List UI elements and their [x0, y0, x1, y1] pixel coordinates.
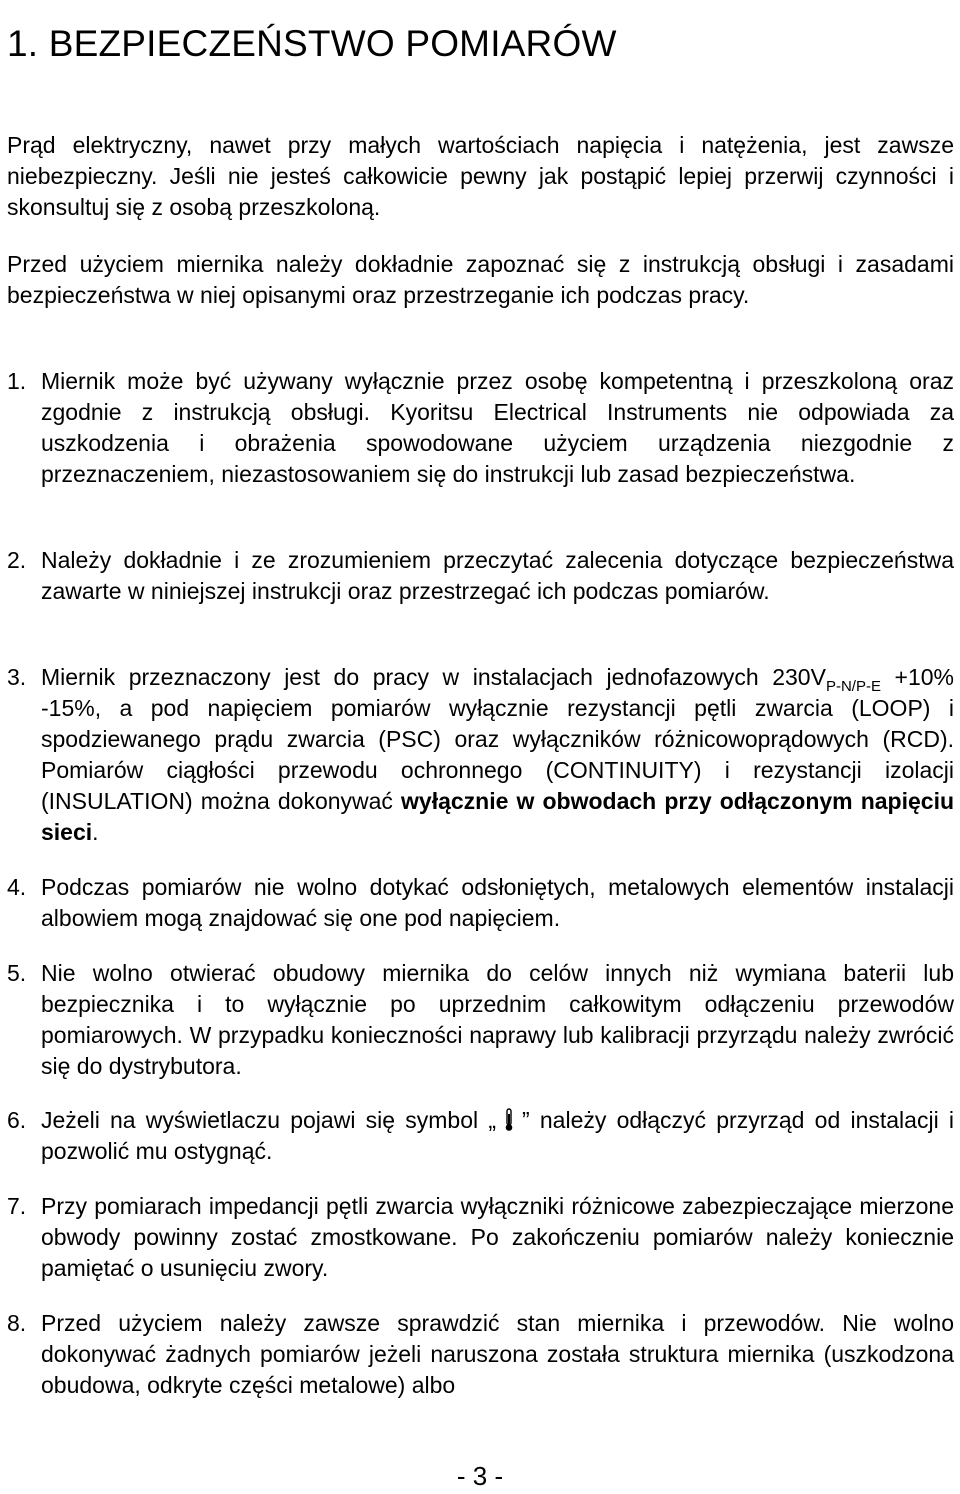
list-item-2 [7, 545, 954, 607]
list-item-number: 3. [7, 664, 27, 690]
list-item-text [41, 1105, 954, 1167]
list-item-4 [7, 872, 954, 934]
list-item-number: 4. [7, 874, 27, 900]
list-item-text [41, 662, 954, 848]
list-item-number: 7. [7, 1193, 27, 1219]
list-item-6 [7, 1105, 954, 1167]
list-item-1 [7, 366, 954, 490]
list-item-number: 6. [7, 1107, 27, 1133]
list-item-number: 1. [7, 368, 27, 394]
list-item-5 [7, 958, 954, 1082]
list-item-3 [7, 662, 954, 848]
list-item-text: Nie wolno otwierać obudowy miernika do celów innych niż wymiana baterii lub bezpiecznika i to wyłącznie po uprzednim całkowitym odłączeniu przewodów pomiarowych. W przypadku konieczności naprawy lub kalibracji przyrządu należy zwrócić się do dystrybutora. [41, 960, 954, 1079]
intro-paragraph-2: Przed użyciem miernika należy dokładnie zapoznać się z instrukcją obsługi i zasadami bezpieczeństwa w niej opisanymi oraz przestrzeganie ich podczas pracy. [7, 251, 954, 308]
section-title: 1. BEZPIECZEŃSTWO POMIARÓW [7, 23, 617, 64]
item-6-text-a: Jeżeli na wyświetlaczu pojawi się symbol „ [41, 1107, 496, 1133]
list-item-8 [7, 1308, 954, 1401]
list-item-text: Przy pomiarach impedancji pętli zwarcia wyłączniki różnicowe zabezpieczające mierzone obwody powinny zostać zmostkowane. Po zakończeniu pomiarów należy koniecznie pamiętać o usunięciu zwory. [41, 1193, 954, 1281]
list-item-number: 8. [7, 1310, 27, 1336]
item-3-text-a: Miernik przeznaczony jest do pracy w instalacjach jednofazowych 230V [41, 664, 826, 690]
item-3-text-c: . [92, 819, 99, 845]
thermometer-icon [502, 1108, 516, 1132]
item-6-text-b: ” należy odłączyć przyrząd od instalacji i pozwolić mu ostygnąć. [41, 1107, 954, 1164]
list-item-7 [7, 1191, 954, 1284]
item-3-text-b: +10% -15%, a pod napięciem pomiarów wyłącznie rezystancji pętli zwarcia (LOOP) i spodziewanego prądu zwarcia (PSC) oraz wyłączników różnicowoprądowych (RCD). Pomiarów ciągłości przewodu ochronnego (CONTINUITY) i rezystancji izolacji (INSULATION) można dokonywać [41, 664, 954, 814]
voltage-subscript: P-N/P-E [825, 678, 881, 695]
list-item-text: Podczas pomiarów nie wolno dotykać odsłoniętych, metalowych elementów instalacji albowiem mogą znajdować się one pod napięciem. [41, 874, 954, 931]
list-item-number: 5. [7, 960, 27, 986]
intro-paragraph-1: Prąd elektryczny, nawet przy małych wartościach napięcia i natężenia, jest zawsze niebezpieczny. Jeśli nie jesteś całkowicie pewny jak postąpić lepiej przerwij czynności i skonsultuj się z osobą przeszkoloną. [7, 132, 954, 220]
list-item-text: Należy dokładnie i ze zrozumieniem przeczytać zalecenia dotyczące bezpieczeństwa zawarte w niniejszej instrukcji oraz przestrzegać ich podczas pomiarów. [41, 547, 954, 604]
item-3-bold-text: wyłącznie w obwodach przy odłączonym napięciu sieci [41, 788, 955, 845]
list-item-text: Przed użyciem należy zawsze sprawdzić stan miernika i przewodów. Nie wolno dokonywać żadnych pomiarów jeżeli naruszona została struktura miernika (uszkodzona obudowa, odkryte części metalowe) albo [41, 1310, 954, 1398]
list-item-number: 2. [7, 547, 27, 573]
page-number: - 3 - [456, 1461, 504, 1491]
list-item-text: Miernik może być używany wyłącznie przez osobę kompetentną i przeszkoloną oraz zgodnie z instrukcją obsługi. Kyoritsu Electrical Instruments nie odpowiada za uszkodzenia i obrażenia spowodowane użyciem urządzenia niezgodnie z przeznaczeniem, niezastosowaniem się do instrukcji lub zasad bezpieczeństwa. [41, 368, 954, 487]
